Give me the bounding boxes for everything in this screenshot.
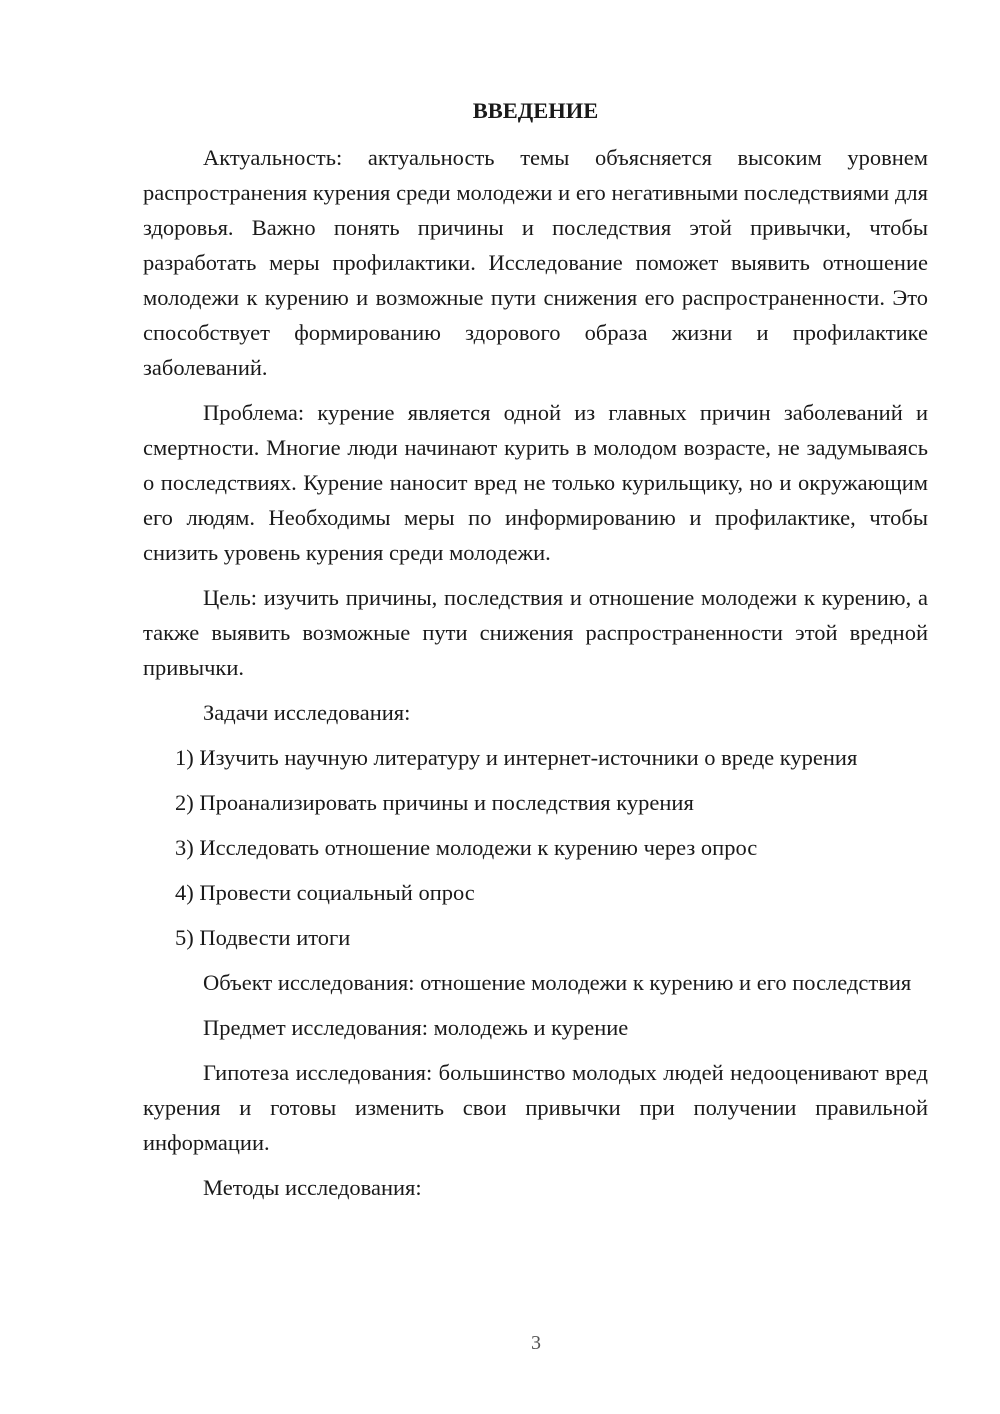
section-title: ВВЕДЕНИЕ [472, 98, 599, 123]
task-list [143, 740, 928, 955]
list-item: 2) Проанализировать причины и последствия курения [175, 790, 694, 815]
paragraph-goal: Цель: изучить причины, последствия и отношение молодежи к курению, а также выявить возможные пути снижения распространенности этой вредной привычки. [143, 585, 928, 680]
document-page [143, 93, 928, 1215]
paragraph-relevance: Актуальность: актуальность темы объясняется высоким уровнем распространения курения среди молодежи и его негативными последствиями для здоровья. Важно понять причины и последствия этой привычки, чтобы разработать меры профилактики. Исследование поможет выявить отношение молодежи к курению и возможные пути снижения его распространенности. Это способствует формированию здорового образа жизни и профилактике заболеваний. [143, 145, 928, 380]
page-number: 3 [531, 1332, 541, 1354]
paragraph-object: Объект исследования: отношение молодежи к курению и его последствия [203, 970, 912, 995]
paragraph-subject: Предмет исследования: молодежь и курение [203, 1015, 629, 1040]
list-item: 1) Изучить научную литературу и интернет-источники о вреде курения [175, 745, 858, 770]
list-item: 3) Исследовать отношение молодежи к курению через опрос [175, 835, 758, 860]
paragraph-tasks-heading: Задачи исследования: [203, 700, 411, 725]
list-item: 4) Провести социальный опрос [175, 880, 475, 905]
paragraph-hypothesis: Гипотеза исследования: большинство молодых людей недооценивают вред курения и готовы изменить свои привычки при получении правильной информации. [143, 1060, 928, 1155]
paragraph-problem: Проблема: курение является одной из главных причин заболеваний и смертности. Многие люди начинают курить в молодом возрасте, не задумываясь о последствиях. Курение наносит вред не только курильщику, но и окружающим его людям. Необходимы меры по информированию и профилактике, чтобы снизить уровень курения среди молодежи. [143, 400, 928, 565]
paragraph-methods: Методы исследования: [203, 1175, 422, 1200]
list-item: 5) Подвести итоги [175, 925, 351, 950]
